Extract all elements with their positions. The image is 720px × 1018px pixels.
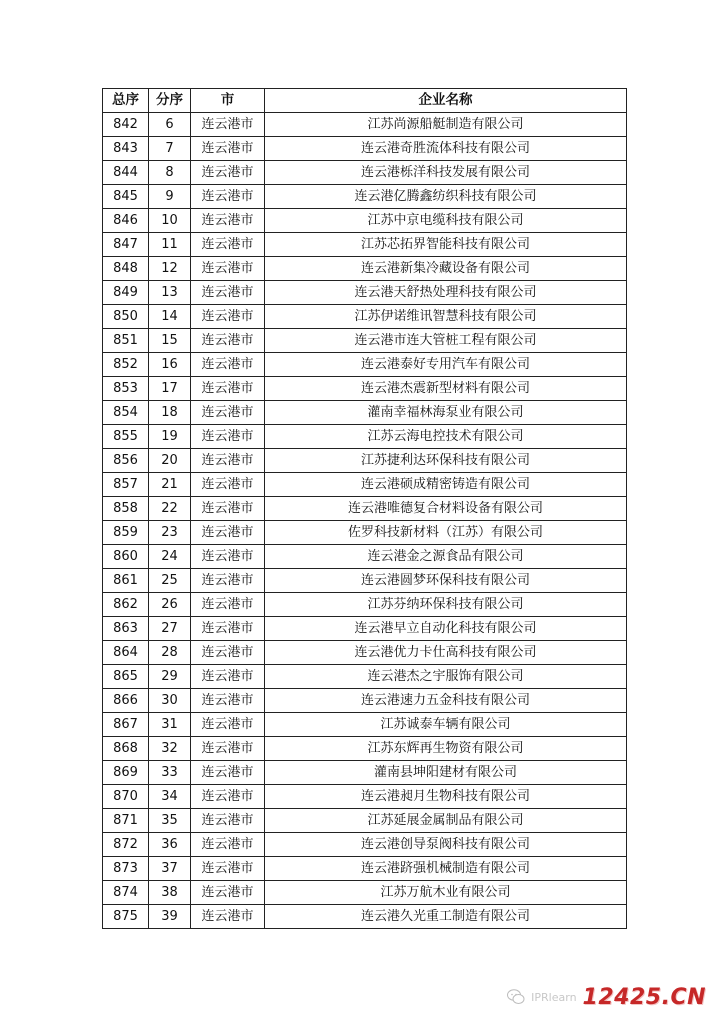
table-row [103, 713, 627, 737]
cell-sub-seq: 34 [149, 785, 191, 809]
table-row [103, 737, 627, 761]
table-row [103, 689, 627, 713]
cell-sub-seq: 6 [149, 113, 191, 137]
cell-company-name: 连云港昶月生物科技有限公司 [265, 785, 627, 809]
cell-city: 连云港市 [191, 617, 265, 641]
table-row [103, 761, 627, 785]
cell-sub-seq: 10 [149, 209, 191, 233]
cell-total-seq: 853 [103, 377, 149, 401]
table-row [103, 281, 627, 305]
table-row [103, 809, 627, 833]
cell-sub-seq: 17 [149, 377, 191, 401]
cell-sub-seq: 16 [149, 353, 191, 377]
cell-company-name: 连云港圆梦环保科技有限公司 [265, 569, 627, 593]
cell-company-name: 江苏尚源船艇制造有限公司 [265, 113, 627, 137]
header-city: 市 [191, 89, 265, 113]
cell-total-seq: 872 [103, 833, 149, 857]
cell-city: 连云港市 [191, 521, 265, 545]
cell-company-name: 连云港久光重工制造有限公司 [265, 905, 627, 929]
cell-total-seq: 873 [103, 857, 149, 881]
table-row [103, 353, 627, 377]
cell-total-seq: 858 [103, 497, 149, 521]
header-sub-seq: 分序 [149, 89, 191, 113]
cell-sub-seq: 26 [149, 593, 191, 617]
table-row [103, 377, 627, 401]
table-row [103, 329, 627, 353]
cell-total-seq: 848 [103, 257, 149, 281]
cell-sub-seq: 29 [149, 665, 191, 689]
cell-company-name: 江苏云海电控技术有限公司 [265, 425, 627, 449]
cell-sub-seq: 18 [149, 401, 191, 425]
cell-sub-seq: 7 [149, 137, 191, 161]
cell-sub-seq: 8 [149, 161, 191, 185]
table-row [103, 257, 627, 281]
cell-total-seq: 854 [103, 401, 149, 425]
cell-total-seq: 870 [103, 785, 149, 809]
table-row [103, 833, 627, 857]
table-body [103, 113, 627, 929]
site-logo: 12425.CN [582, 985, 706, 1010]
cell-city: 连云港市 [191, 785, 265, 809]
cell-city: 连云港市 [191, 161, 265, 185]
cell-total-seq: 843 [103, 137, 149, 161]
cell-sub-seq: 25 [149, 569, 191, 593]
table-row [103, 401, 627, 425]
cell-city: 连云港市 [191, 473, 265, 497]
cell-total-seq: 859 [103, 521, 149, 545]
cell-city: 连云港市 [191, 281, 265, 305]
cell-city: 连云港市 [191, 185, 265, 209]
cell-company-name: 连云港硕成精密铸造有限公司 [265, 473, 627, 497]
cell-city: 连云港市 [191, 137, 265, 161]
company-table [102, 88, 627, 929]
cell-total-seq: 864 [103, 641, 149, 665]
watermark [507, 985, 706, 1010]
cell-sub-seq: 13 [149, 281, 191, 305]
cell-sub-seq: 15 [149, 329, 191, 353]
table-row [103, 617, 627, 641]
table-row [103, 137, 627, 161]
cell-total-seq: 845 [103, 185, 149, 209]
cell-city: 连云港市 [191, 497, 265, 521]
header-total-seq: 总序 [103, 89, 149, 113]
cell-sub-seq: 24 [149, 545, 191, 569]
cell-company-name: 连云港唯德复合材料设备有限公司 [265, 497, 627, 521]
cell-city: 连云港市 [191, 545, 265, 569]
cell-city: 连云港市 [191, 593, 265, 617]
cell-sub-seq: 21 [149, 473, 191, 497]
cell-city: 连云港市 [191, 113, 265, 137]
cell-company-name: 连云港杰震新型材料有限公司 [265, 377, 627, 401]
cell-city: 连云港市 [191, 305, 265, 329]
cell-company-name: 江苏捷利达环保科技有限公司 [265, 449, 627, 473]
cell-total-seq: 868 [103, 737, 149, 761]
cell-total-seq: 844 [103, 161, 149, 185]
cell-city: 连云港市 [191, 881, 265, 905]
cell-total-seq: 849 [103, 281, 149, 305]
cell-city: 连云港市 [191, 329, 265, 353]
cell-company-name: 连云港早立自动化科技有限公司 [265, 617, 627, 641]
table-row [103, 497, 627, 521]
cell-company-name: 灌南幸福林海泵业有限公司 [265, 401, 627, 425]
cell-city: 连云港市 [191, 257, 265, 281]
table-row [103, 569, 627, 593]
cell-total-seq: 856 [103, 449, 149, 473]
cell-company-name: 连云港奇胜流体科技有限公司 [265, 137, 627, 161]
cell-city: 连云港市 [191, 233, 265, 257]
cell-city: 连云港市 [191, 641, 265, 665]
cell-company-name: 江苏芯拓界智能科技有限公司 [265, 233, 627, 257]
cell-company-name: 连云港栎洋科技发展有限公司 [265, 161, 627, 185]
cell-total-seq: 871 [103, 809, 149, 833]
cell-city: 连云港市 [191, 737, 265, 761]
cell-total-seq: 852 [103, 353, 149, 377]
cell-total-seq: 855 [103, 425, 149, 449]
table-row [103, 449, 627, 473]
cell-city: 连云港市 [191, 809, 265, 833]
cell-company-name: 江苏伊诺维讯智慧科技有限公司 [265, 305, 627, 329]
table-row [103, 209, 627, 233]
cell-city: 连云港市 [191, 689, 265, 713]
cell-company-name: 江苏诚泰车辆有限公司 [265, 713, 627, 737]
cell-total-seq: 847 [103, 233, 149, 257]
cell-company-name: 连云港泰好专用汽车有限公司 [265, 353, 627, 377]
cell-sub-seq: 35 [149, 809, 191, 833]
cell-company-name: 连云港金之源食品有限公司 [265, 545, 627, 569]
cell-sub-seq: 20 [149, 449, 191, 473]
cell-city: 连云港市 [191, 713, 265, 737]
cell-company-name: 江苏延展金属制品有限公司 [265, 809, 627, 833]
cell-sub-seq: 23 [149, 521, 191, 545]
cell-company-name: 佐罗科技新材料（江苏）有限公司 [265, 521, 627, 545]
cell-total-seq: 851 [103, 329, 149, 353]
cell-sub-seq: 22 [149, 497, 191, 521]
table-header-row [103, 89, 627, 113]
cell-sub-seq: 39 [149, 905, 191, 929]
cell-company-name: 连云港杰之宇服饰有限公司 [265, 665, 627, 689]
cell-city: 连云港市 [191, 857, 265, 881]
cell-sub-seq: 33 [149, 761, 191, 785]
table-row [103, 641, 627, 665]
cell-company-name: 江苏芬纳环保科技有限公司 [265, 593, 627, 617]
cell-city: 连云港市 [191, 377, 265, 401]
cell-sub-seq: 38 [149, 881, 191, 905]
cell-total-seq: 874 [103, 881, 149, 905]
cell-sub-seq: 28 [149, 641, 191, 665]
table-row [103, 305, 627, 329]
cell-total-seq: 867 [103, 713, 149, 737]
cell-total-seq: 866 [103, 689, 149, 713]
cell-city: 连云港市 [191, 449, 265, 473]
header-company-name: 企业名称 [265, 89, 627, 113]
cell-company-name: 江苏万航木业有限公司 [265, 881, 627, 905]
table-row [103, 425, 627, 449]
cell-total-seq: 846 [103, 209, 149, 233]
cell-sub-seq: 27 [149, 617, 191, 641]
cell-total-seq: 857 [103, 473, 149, 497]
table-row [103, 185, 627, 209]
table-row [103, 233, 627, 257]
cell-total-seq: 863 [103, 617, 149, 641]
cell-sub-seq: 19 [149, 425, 191, 449]
cell-city: 连云港市 [191, 425, 265, 449]
cell-total-seq: 860 [103, 545, 149, 569]
cell-total-seq: 861 [103, 569, 149, 593]
cell-company-name: 连云港跻强机械制造有限公司 [265, 857, 627, 881]
table-row [103, 521, 627, 545]
cell-company-name: 连云港速力五金科技有限公司 [265, 689, 627, 713]
table-row [103, 161, 627, 185]
cell-sub-seq: 12 [149, 257, 191, 281]
table-row [103, 881, 627, 905]
table-row [103, 905, 627, 929]
cell-sub-seq: 32 [149, 737, 191, 761]
cell-city: 连云港市 [191, 353, 265, 377]
table-row [103, 785, 627, 809]
table-row [103, 545, 627, 569]
cell-company-name: 连云港天舒热处理科技有限公司 [265, 281, 627, 305]
table-row [103, 857, 627, 881]
cell-company-name: 连云港亿腾鑫纺织科技有限公司 [265, 185, 627, 209]
cell-total-seq: 869 [103, 761, 149, 785]
cell-company-name: 江苏中京电缆科技有限公司 [265, 209, 627, 233]
cell-sub-seq: 37 [149, 857, 191, 881]
cell-company-name: 连云港市连大管桩工程有限公司 [265, 329, 627, 353]
table-row [103, 665, 627, 689]
watermark-faint-text: IPRlearn [531, 991, 577, 1004]
cell-sub-seq: 31 [149, 713, 191, 737]
table-row [103, 473, 627, 497]
wechat-icon [507, 989, 525, 1005]
cell-company-name: 连云港创导泵阀科技有限公司 [265, 833, 627, 857]
table-row [103, 113, 627, 137]
cell-sub-seq: 14 [149, 305, 191, 329]
cell-total-seq: 862 [103, 593, 149, 617]
cell-city: 连云港市 [191, 833, 265, 857]
cell-company-name: 灌南县坤阳建材有限公司 [265, 761, 627, 785]
cell-city: 连云港市 [191, 665, 265, 689]
cell-sub-seq: 9 [149, 185, 191, 209]
cell-sub-seq: 11 [149, 233, 191, 257]
cell-sub-seq: 36 [149, 833, 191, 857]
cell-city: 连云港市 [191, 401, 265, 425]
table-row [103, 593, 627, 617]
cell-city: 连云港市 [191, 209, 265, 233]
cell-total-seq: 842 [103, 113, 149, 137]
cell-total-seq: 865 [103, 665, 149, 689]
cell-total-seq: 875 [103, 905, 149, 929]
cell-city: 连云港市 [191, 761, 265, 785]
cell-total-seq: 850 [103, 305, 149, 329]
cell-company-name: 连云港优力卡仕高科技有限公司 [265, 641, 627, 665]
cell-company-name: 连云港新集冷藏设备有限公司 [265, 257, 627, 281]
cell-company-name: 江苏东辉再生物资有限公司 [265, 737, 627, 761]
cell-sub-seq: 30 [149, 689, 191, 713]
cell-city: 连云港市 [191, 905, 265, 929]
cell-city: 连云港市 [191, 569, 265, 593]
